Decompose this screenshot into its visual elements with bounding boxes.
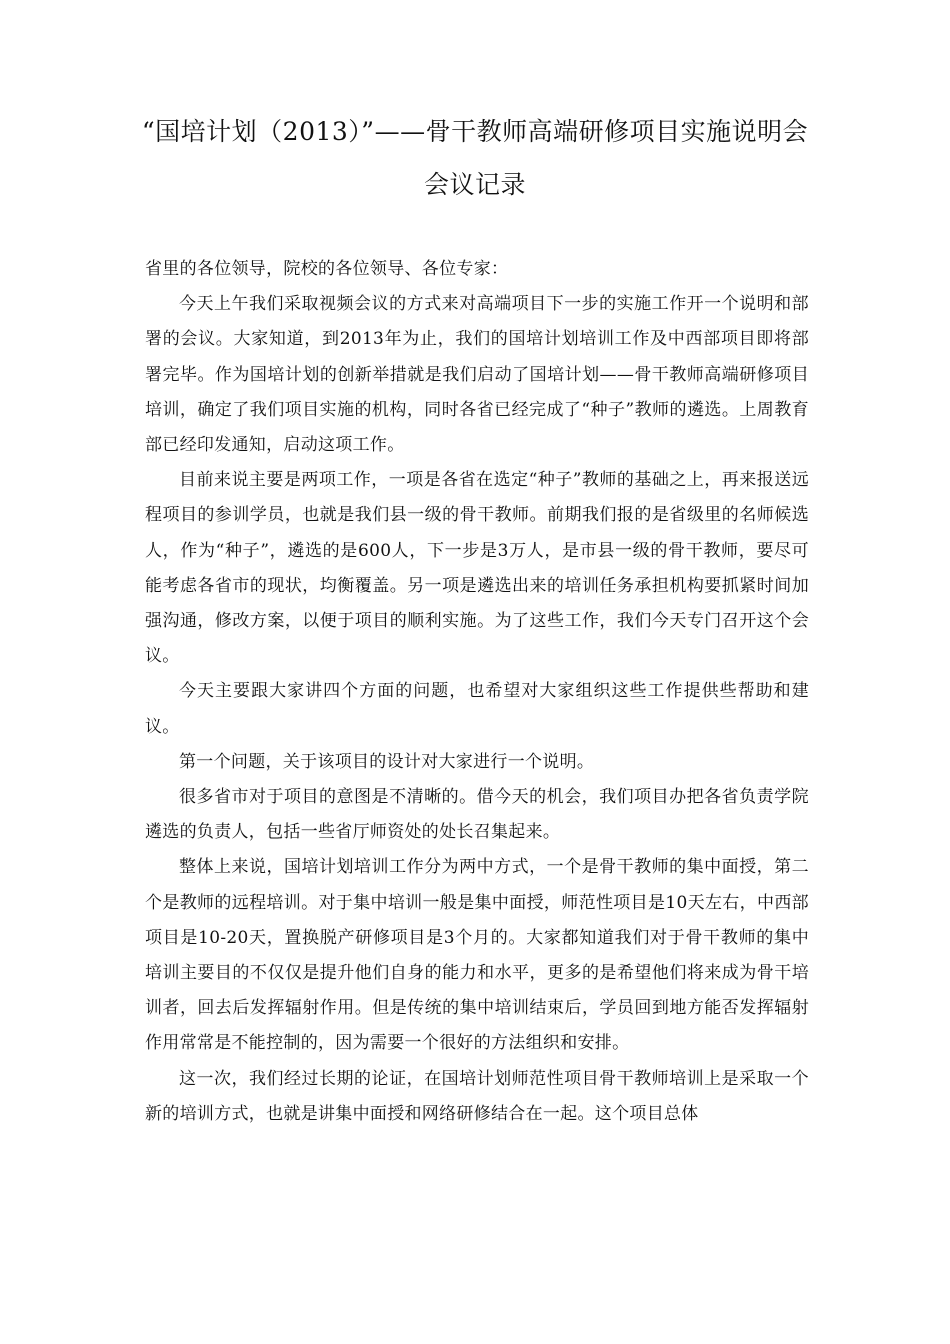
body-paragraph: 目前来说主要是两项工作，一项是各省在选定“种子”教师的基础之上，再来报送远程项目的参训学员，也就是我们县一级的骨干教师。前期我们报的是省级里的名师候选人，作为“种子”，遴选的是600人，下一步是3万人，是市县一级的骨干教师，要尽可能考虑各省市的现状，均衡覆盖。另一项是遴选出来的培训任务承担机构要抓紧时间加强沟通，修改方案，以便于项目的顺利实施。为了这些工作，我们今天专门召开这个会议。 <box>145 470 809 667</box>
body-paragraph: 今天上午我们采取视频会议的方式来对高端项目下一步的实施工作开一个说明和部署的会议。大家知道，到2013年为止，我们的国培计划培训工作及中西部项目即将部署完毕。作为国培计划的创新举措就是我们启动了国培计划——骨干教师高端研修项目培训，确定了我们项目实施的机构，同时各省已经完成了“种子”教师的遴选。上周教育部已经印发通知，启动这项工作。 <box>145 294 809 456</box>
document-body <box>145 252 809 1132</box>
greeting-paragraph: 省里的各位领导，院校的各位领导、各位专家： <box>145 259 509 279</box>
body-paragraph: 整体上来说，国培计划培训工作分为两中方式，一个是骨干教师的集中面授，第二个是教师的远程培训。对于集中培训一般是集中面授，师范性项目是10天左右，中西部项目是10-20天，置换脱产研修项目是3个月的。大家都知道我们对于骨干教师的集中培训主要目的不仅仅是提升他们自身的能力和水平，更多的是希望他们将来成为骨干培训者，回去后发挥辐射作用。但是传统的集中培训结束后，学员回到地方能否发挥辐射作用常常是不能控制的，因为需要一个很好的方法组织和安排。 <box>145 857 809 1054</box>
body-paragraph: 今天主要跟大家讲四个方面的问题，也希望对大家组织这些工作提供些帮助和建议。 <box>145 681 809 737</box>
body-paragraph: 这一次，我们经过长期的论证，在国培计划师范性项目骨干教师培训上是采取一个新的培训方式，也就是讲集中面授和网络研修结合在一起。这个项目总体 <box>145 1068 809 1124</box>
document-title-line2: 会议记录 <box>423 170 526 199</box>
document-title-line1: “国培计划（2013）”——骨干教师高端研修项目实施说明会 <box>141 117 809 146</box>
body-paragraph: 第一个问题，关于该项目的设计对大家进行一个说明。 <box>179 751 595 772</box>
body-paragraph: 很多省市对于项目的意图是不清晰的。借今天的机会，我们项目办把各省负责学院遴选的负责人，包括一些省厅师资处的处长召集起来。 <box>145 787 809 843</box>
